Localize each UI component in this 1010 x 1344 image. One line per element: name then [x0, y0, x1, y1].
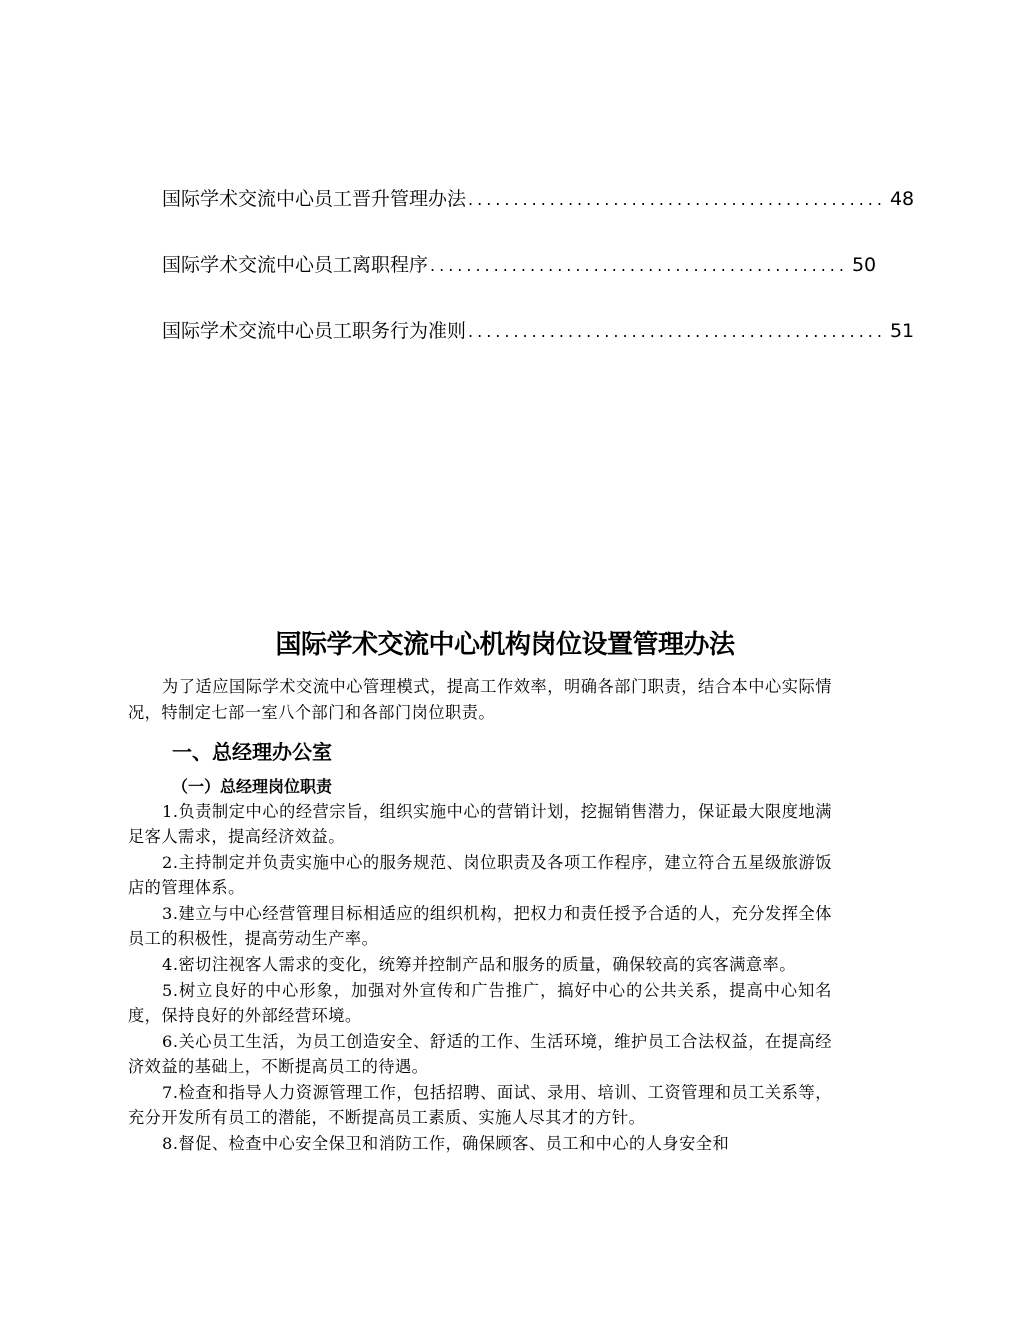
- duty-item-5: 5.树立良好的中心形象，加强对外宣传和广告推广，搞好中心的公共关系，提高中心知名度，保持良好的外部经营环境。: [128, 981, 832, 1025]
- toc-leader-dots: ..............................................: [468, 322, 886, 341]
- duty-item-2: 2.主持制定并负责实施中心的服务规范、岗位职责及各项工作程序，建立符合五星级旅游饭店的管理体系。: [128, 853, 832, 897]
- toc-entry-title: 国际学术交流中心员工晋升管理办法: [162, 188, 467, 210]
- toc-entry-title: 国际学术交流中心员工职务行为准则: [162, 320, 467, 342]
- toc-entry[interactable]: [162, 184, 915, 212]
- toc-page-number: 51: [889, 320, 915, 342]
- toc-entry[interactable]: [162, 250, 877, 278]
- duty-item-1: 1.负责制定中心的经营宗旨，组织实施中心的营销计划，挖掘销售潜力，保证最大限度地满足客人需求，提高经济效益。: [128, 802, 832, 846]
- section-heading: 一、总经理办公室: [172, 740, 332, 764]
- subsection-heading: （一）总经理岗位职责: [172, 777, 333, 796]
- intro-paragraph: 为了适应国际学术交流中心管理模式，提高工作效率，明确各部门职责，结合本中心实际情况，特制定七部一室八个部门和各部门岗位职责。: [128, 677, 832, 722]
- duty-item-8: 8.督促、检查中心安全保卫和消防工作，确保顾客、员工和中心的人身安全和: [162, 1134, 730, 1153]
- duty-item-6: 6.关心员工生活，为员工创造安全、舒适的工作、生活环境，维护员工合法权益，在提高经济效益的基础上，不断提高员工的待遇。: [128, 1032, 832, 1076]
- toc-leader-dots: ..............................................: [468, 190, 886, 209]
- duty-item-7: 7.检查和指导人力资源管理工作，包括招聘、面试、录用、培训、工资管理和员工关系等，充分开发所有员工的潜能，不断提高员工素质、实施人尽其才的方针。: [128, 1083, 832, 1127]
- duty-item-4: 4.密切注视客人需求的变化，统筹并控制产品和服务的质量，确保较高的宾客满意率。: [162, 955, 796, 974]
- toc-leader-dots: ..............................................: [430, 256, 848, 275]
- toc-entry-title: 国际学术交流中心员工离职程序: [162, 254, 429, 276]
- table-of-contents: [162, 184, 915, 382]
- document-body: [128, 674, 832, 1157]
- toc-page-number: 50: [851, 254, 877, 276]
- toc-entry[interactable]: [162, 316, 915, 344]
- document-title: 国际学术交流中心机构岗位设置管理办法: [275, 630, 735, 660]
- duty-item-3: 3.建立与中心经营管理目标相适应的组织机构，把权力和责任授予合适的人，充分发挥全体员工的积极性，提高劳动生产率。: [128, 904, 832, 948]
- toc-page-number: 48: [889, 188, 915, 210]
